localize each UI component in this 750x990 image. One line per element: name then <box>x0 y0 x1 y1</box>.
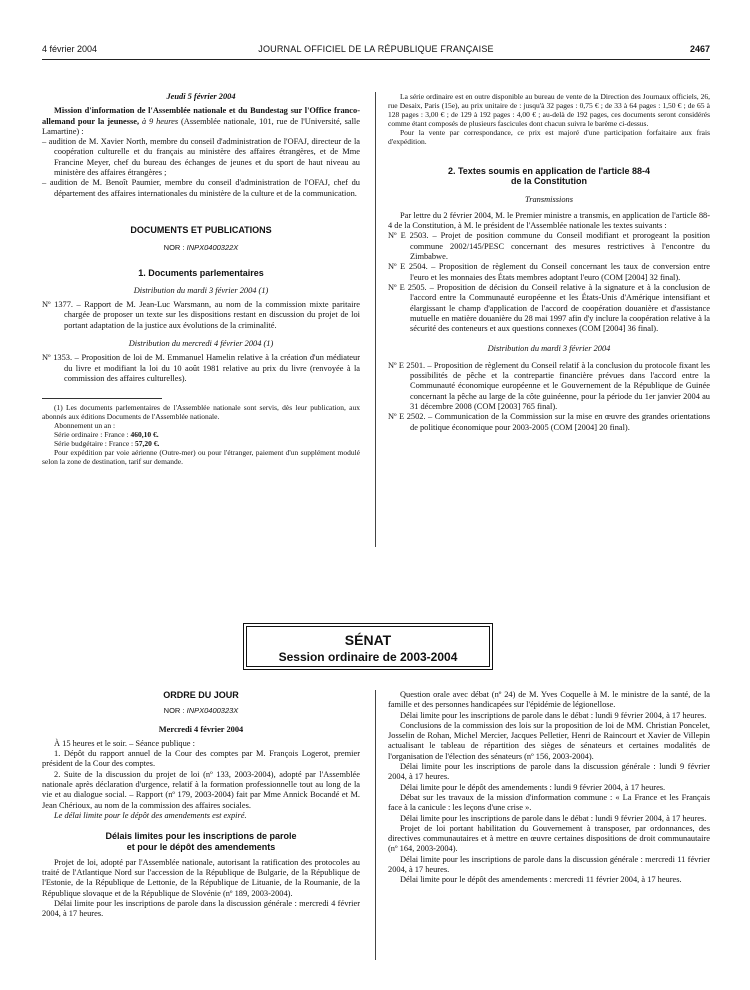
question-orale-delai: Délai limite pour les inscriptions de parole dans le débat : lundi 9 février 2004, à 17 heures. <box>400 710 707 720</box>
footnote-serie-ordinaire: Série ordinaire : France : 460,10 €. <box>54 430 159 440</box>
footnote-abonnement: Abonnement un an : <box>54 421 116 431</box>
header-rule <box>42 59 710 60</box>
senat-title: SÉNAT <box>344 632 392 648</box>
senat-banner <box>243 623 493 670</box>
ordre-du-jour-heading: ORDRE DU JOUR <box>163 690 239 700</box>
mercredi-heading: Mercredi 4 février 2004 <box>158 724 244 734</box>
footnote-serie-budgetaire: Série budgétaire : France : 57,20 €. <box>54 439 160 449</box>
document-1377: Nº 1377. – Rapport de M. Jean-Luc Warsmann, au nom de la commission mixte paritaire chargée de proposer un texte sur les dispositions restant en discussion du projet de loi portant adaptation de la justice aux évolutions de la criminalité. <box>42 300 360 330</box>
senat-banner-inner <box>246 626 490 667</box>
distribution-3: Distribution du mardi 3 février 2004 <box>487 344 611 354</box>
seance-publique: À 15 heures et le soir. – Séance publique : <box>54 738 195 748</box>
transmissions-heading: Transmissions <box>525 194 573 204</box>
document-1353: Nº 1353. – Proposition de loi de M. Emmanuel Hamelin relative à la création d'un médiateur du livre et modifiant la loi du 10 août 1981 relative au prix du livre (renvoyée à la commission des affaires culturelles). <box>42 353 360 383</box>
projet-ratification: Projet de loi, adopté par l'Assemblée nationale, autorisant la ratification des protocoles au traité de l'Atlantique Nord sur l'accession de la République de Bulgarie, de la République de l'Estonie, de la République de Lettonie, de la République de Lituanie, de la Roumanie, de la République slovaque et de la République de Slovénie (nº 189, 2003-2004). <box>42 857 360 898</box>
day-heading: Jeudi 5 février 2004 <box>166 92 236 101</box>
depot-rapport: 1. Dépôt du rapport annuel de la Cour des comptes par M. François Logerot, premier président de la Cour des comptes. <box>42 749 360 769</box>
delai-expire: Le délai limite pour le dépôt des amendements est expiré. <box>54 810 247 820</box>
question-orale: Question orale avec débat (nº 24) de M. Yves Coquelle à M. le ministre de la santé, de la famille et des personnes handicapées sur l'épidémie de légionellose. <box>388 690 710 710</box>
text-e2502: Nº E 2502. – Communication de la Commission sur la mise en œuvre des grandes orientations de politique économique pour 2003-2005 (COM [2004] 20 final). <box>388 412 710 432</box>
column-divider-bottom <box>375 690 376 960</box>
transmission-intro: Par lettre du 2 février 2004, M. le Premier ministre a transmis, en application de l'article 88-4 de la Constitution, à M. le président de l'Assemblée nationale les textes suivants : <box>388 210 710 231</box>
distribution-2: Distribution du mercredi 4 février 2004 (1) <box>128 339 274 349</box>
documents-heading: DOCUMENTS ET PUBLICATIONS <box>130 224 272 235</box>
correspondance-paragraph: Pour la vente par correspondance, ce prix est majoré d'une participation forfaitaire aux frais d'expédition. <box>388 128 710 146</box>
delais-heading-line-2: et pour le dépôt des amendements <box>126 841 276 852</box>
debat-canicule-delai: Délai limite pour les inscriptions de parole dans le débat : lundi 9 février 2004, à 17 heures. <box>400 813 707 823</box>
vente-paragraph: La série ordinaire est en outre disponible au bureau de vente de la Direction des Journaux officiels, 26, rue Desaix, Paris (15e), au prix unitaire de : jusqu'à 32 pages : 0,75 € ; de 33 à 64 pages : 1,50 € ; de 65 à 128 pages : 3,00 € ; de 129 à 192 pages : 4,00 € ; au-delà de 192 pages, ces documents seront considérés comme étant composés de plusieurs fascicules dont chacun suivra le barème ci-dessus. <box>388 92 710 128</box>
header-date: 4 février 2004 <box>42 44 98 54</box>
suite-discussion: 2. Suite de la discussion du projet de loi (nº 133, 2003-2004), adopté par l'Assemblée nationale après déclaration d'urgence, relatif à la formation professionnelle tout au long de la vie et au dialogue social. – Rapport (nº 179, 2003-2004) fait par Mme Annick Bocandé et M. Jean Chérioux, au nom de la commission des affaires sociales. <box>42 769 360 810</box>
delai-ratification: Délai limite pour les inscriptions de parole dans la discussion générale : mercredi 4 février 2004, à 17 heures. <box>42 899 360 919</box>
page-header <box>42 40 710 56</box>
audition-item-2: – audition de M. Benoît Paumier, membre du conseil d'administration de l'OFAJ, chef du département des affaires internationales du ministère de la culture et de la communication. <box>42 178 360 198</box>
header-page-number: 2467 <box>689 44 710 54</box>
text-e2504: Nº E 2504. – Proposition de règlement du Conseil concernant les taux de conversion entre l'euro et les monnaies des États membres adoptant l'euro (COM [2004] 32 final). <box>388 262 710 282</box>
projet-habilitation-delai-amendements: Délai limite pour le dépôt des amendements : mercredi 11 février 2004, à 17 heures. <box>400 875 682 885</box>
debat-canicule: Débat sur les travaux de la mission d'information commune : « La France et les Français face à la canicule : les leçons d'une crise ». <box>388 792 710 813</box>
mission-paragraph: Mission d'information de l'Assemblée nationale et du Bundestag sur l'Office franco-allemand pour la jeunesse, à 9 heures (Assemblée nationale, 101, rue de l'Université, salle Lamartine) : <box>42 106 360 136</box>
projet-habilitation: Projet de loi portant habilitation du Gouvernement à transposer, par ordonnances, des directives communautaires et à mettre en œuvre certaines dispositions de droit communautaire (nº 164, 2003-2004). <box>388 823 710 854</box>
footnote-1: (1) Les documents parlementaires de l'Assemblée nationale sont servis, dès leur publication, aux abonnés aux éditions Documents de l'Assemblée nationale. <box>42 403 360 422</box>
column-divider-top <box>375 92 376 547</box>
audition-item-1: – audition de M. Xavier North, membre du conseil d'administration de l'OFAJ, directeur de la coopération culturelle et du français au ministère des affaires étrangères, et de Mme Francine Meyer, chef du bureau des échanges de jeunes et du sport de haut niveau au ministère des affaires étrangères ; <box>42 137 360 178</box>
delais-heading-line-1: Délais limites pour les inscriptions de parole <box>105 831 297 842</box>
distribution-1: Distribution du mardi 3 février 2004 (1) <box>133 285 269 295</box>
section-2-heading-line-2: de la Constitution <box>511 176 587 187</box>
projet-habilitation-delai-parole: Délai limite pour les inscriptions de parole dans la discussion générale : mercredi 11 février 2004, à 17 heures. <box>388 854 710 875</box>
subheading-documents-parlementaires: 1. Documents parlementaires <box>138 267 264 278</box>
right-top-column <box>388 92 710 433</box>
nor-line-1: NOR : INPX0400322X <box>163 243 239 253</box>
nor-line-2: NOR : INPX0400323X <box>163 706 239 716</box>
text-e2505: Nº E 2505. – Proposition de décision du Conseil relative à la signature et à la conclusion de l'accord entre la Communauté européenne et les États-Unis d'Amérique intensifiant et élargissant le champ d'application de l'accord de coopération douanière et d'assistance mutuelle en matière douanière du 28 mai 1997 afin d'y inclure la coopération relative à la sécurité des conteneurs et aux questions connexes (COM [2004] 36 final). <box>388 282 710 334</box>
conclusions-commission: Conclusions de la commission des lois sur la proposition de loi de MM. Christian Poncelet, Josselin de Rohan, Michel Mercier, Jacques Pelletier, Henri de Raincourt et Xavier de Villepin actualisant le tableau de répartition des sièges de sénateurs et certaines modalités de l'organisation de l'élection des sénateurs (nº 156, 2003-2004). <box>388 720 710 761</box>
left-top-column <box>42 92 360 466</box>
senat-session: Session ordinaire de 2003-2004 <box>278 650 458 664</box>
text-e2503: Nº E 2503. – Projet de position commune du Conseil modifiant et prorogeant la position commune 2002/145/PESC concernant des mesures restrictives à l'encontre du Zimbabwe. <box>388 231 710 262</box>
conclusions-delai-parole: Délai limite pour les inscriptions de parole dans la discussion générale : lundi 9 février 2004, à 17 heures. <box>388 762 710 782</box>
footnote-expedition: Pour expédition par voie aérienne (Outre-mer) ou pour l'étranger, paiement d'un supplément modulé selon la zone de destination, tarif sur demande. <box>42 448 360 467</box>
conclusions-delai-amendements: Délai limite pour le dépôt des amendements : lundi 9 février 2004, à 17 heures. <box>400 782 666 792</box>
text-e2501: Nº E 2501. – Proposition de règlement du Conseil relatif à la conclusion du protocole fixant les possibilités de pêche et la contrepartie financière prévues dans l'accord entre la Communauté économique européenne et le Gouvernement de la République de Guinée concernant la pêche au large de la côte guinéenne, pour la période du 1er janvier 2004 au 31 décembre 2008 (COM [2003] 765 final). <box>388 360 710 411</box>
right-bottom-column <box>388 690 710 886</box>
left-bottom-column <box>42 690 360 920</box>
section-2-heading-line-1: 2. Textes soumis en application de l'article 88-4 <box>447 166 651 176</box>
header-title: JOURNAL OFFICIEL DE LA RÉPUBLIQUE FRANÇAISE <box>258 44 494 54</box>
footnote-separator <box>42 398 162 399</box>
